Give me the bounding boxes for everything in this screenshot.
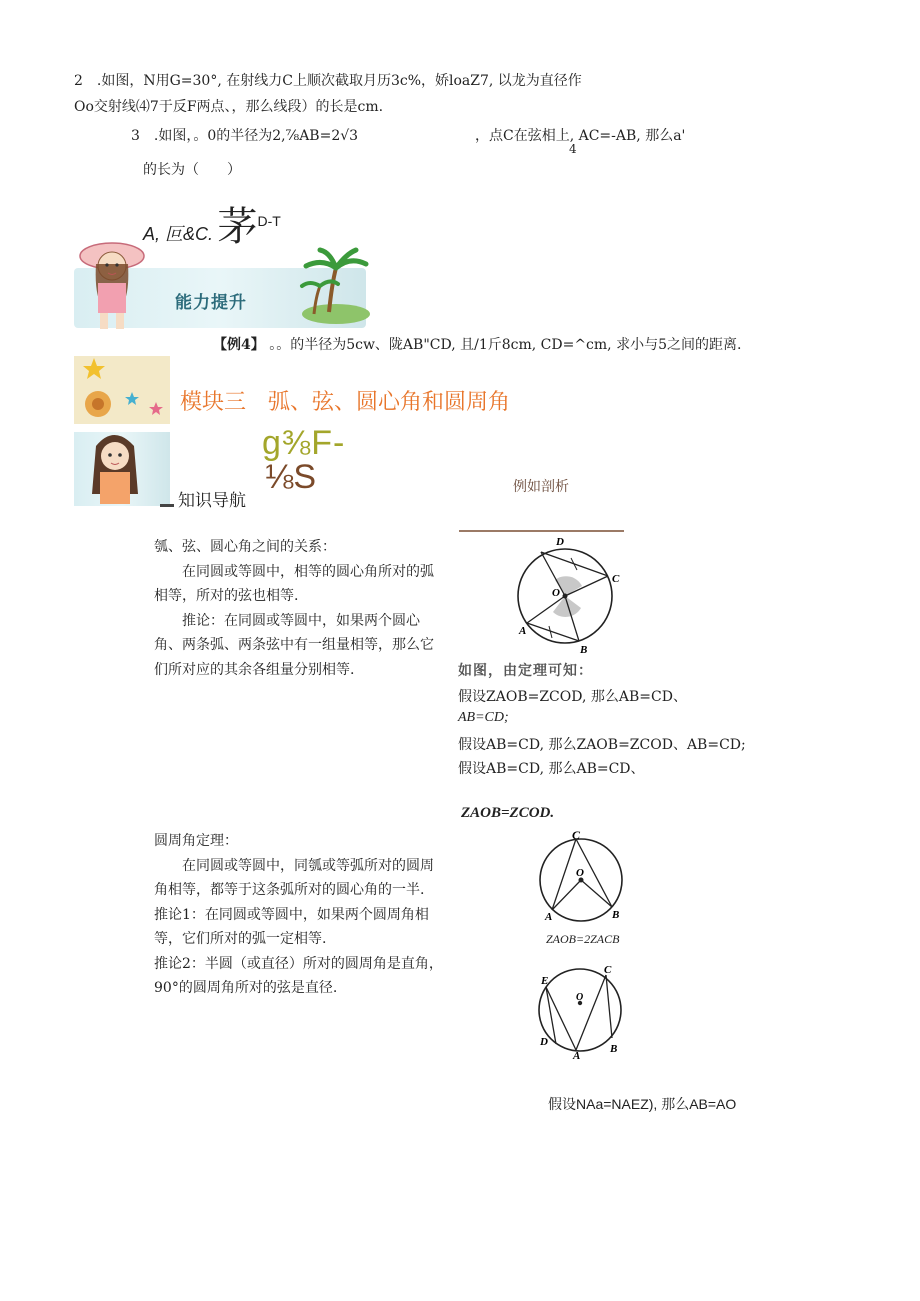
problem-3-line-1b: ，点C在弦相上, AC=-AB, 那么a' — [475, 128, 686, 144]
star-icon — [149, 402, 163, 415]
right-line-2: AB=CD; — [458, 710, 509, 725]
section-1-title: 瓠、弦、圆心角之间的关系： — [154, 539, 336, 555]
options-d: D-T — [257, 213, 281, 229]
section-2-title: 圆周角定理： — [154, 833, 238, 849]
fig3-label-a: A — [573, 1050, 581, 1060]
section-1-paragraph-2: 推论：在同圆或等圆中，如果两个圆心角、两条弧、两条弦中有一组量相等，那么它们所对应的其余各组量分别相等. — [154, 612, 434, 678]
section-1-paragraph-1: 在同圆或等圆中，相等的圆心角所对的弧相等，所对的弦也相等. — [154, 563, 434, 604]
right-line-1: 假设ZAOB=ZCOD, 那么AB=CD、 — [458, 689, 687, 705]
fig2-label-b: B — [612, 909, 620, 921]
fig1-label-d: D — [556, 536, 564, 548]
left-section-1 — [154, 535, 444, 682]
fig3-label-d: D — [540, 1036, 548, 1048]
right-line-4: 假设AB=CD, 那么AB=CD、 — [458, 761, 645, 777]
figure-3-caption: 假设NAa=NAEZ), 那么AB=AO — [548, 1096, 737, 1112]
ability-banner-illustration — [74, 228, 374, 332]
options-big-glyph: 茅 — [217, 205, 258, 249]
fig2-label-o: O — [576, 867, 584, 879]
example-4-tag: 【例4】 — [213, 337, 265, 353]
module-3-decoration — [74, 352, 174, 426]
options-a-c: A, 叵&C. — [143, 224, 214, 244]
problem-3-fraction-denominator: 4 — [569, 142, 577, 156]
left-section-2 — [154, 829, 444, 1001]
fig1-label-o: O — [552, 587, 560, 599]
example-analysis-title: 例如剖析 — [513, 479, 569, 495]
example-4-text: 。。的半径为5cw、陇AB"CD, 且/1斤8cm, CD=^cm, 求小与5之间的距离. — [269, 337, 742, 353]
problem-3-line-2: 的长为（ ） — [143, 162, 241, 178]
figure-1-caption: 如图，由定理可知： — [458, 662, 593, 678]
figure-2-caption: ZAOB=2ZACB — [546, 932, 620, 946]
garbled-text-line-1: g⅜F- — [262, 424, 346, 462]
fig1-label-c: C — [612, 573, 620, 585]
fig3-label-c: C — [604, 964, 612, 976]
problem-3-line-1: 3 .如图，。0的半径为2,⅞AB=2√3 — [131, 128, 359, 144]
module-3-title: 模块三 弧、弦、圆心角和圆周角 — [180, 389, 511, 414]
figure-2-inscribed-angle — [534, 826, 634, 926]
fig2-label-a: A — [545, 911, 553, 923]
fig1-label-a: A — [519, 625, 527, 637]
section-2-paragraph-1: 在同圆或等圆中，同瓠或等弧所对的圆周角相等，都等于这条弧所对的圆心角的一半. — [154, 857, 434, 898]
problem-2-line-1: 2 .如图，N用G=30°, 在射线力C上顺次截取月历3c%，娇loaZ7, 以龙为直径作 — [74, 73, 582, 89]
knowledge-nav-girl-illustration — [74, 424, 174, 508]
knowledge-nav-title: 知识导航 — [178, 491, 246, 510]
fig3-label-o: O — [576, 992, 584, 1003]
figure-3-equal-inscribed-angles — [534, 962, 634, 1060]
example-4 — [213, 334, 741, 354]
section-2-corollary-2: 推论2：半圆（或直径）所对的圆周角是直角，90°的圆周角所对的弦是直径. — [154, 955, 443, 996]
right-line-3: 假设AB=CD, 那么ZAOB=ZCOD、AB=CD; — [458, 737, 746, 753]
garbled-text-line-2: ⅛S — [265, 458, 317, 496]
star-icon — [125, 392, 139, 405]
fig3-label-e: E — [541, 975, 549, 987]
figure-1-circle-central-angles — [505, 532, 625, 654]
right-line-5: ZAOB=ZCOD. — [461, 805, 555, 821]
fig2-label-c: C — [572, 828, 581, 842]
problem-2-line-2: Oo交射线⑷7于反F两点、，那么线段）的长是cm. — [74, 99, 384, 115]
fig1-label-b: B — [580, 644, 588, 654]
ability-banner-title: 能力提升 — [175, 293, 247, 312]
nav-underline — [160, 504, 174, 507]
section-2-corollary-1: 推论1：在同圆或等圆中，如果两个圆周角相等，它们所对的弧一定相等. — [154, 906, 429, 947]
star-icon — [83, 358, 105, 379]
fig3-label-b: B — [610, 1043, 618, 1055]
